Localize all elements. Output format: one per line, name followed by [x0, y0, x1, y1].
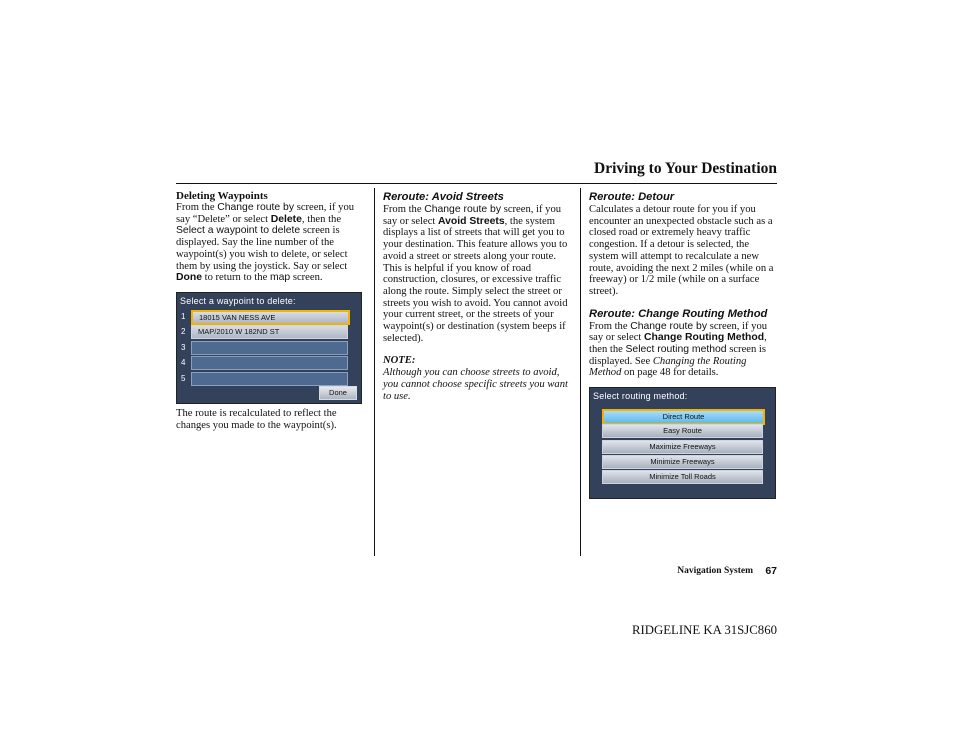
text-run: From the — [589, 320, 631, 332]
text-run: screen, if you say “Delete” or select — [176, 202, 355, 225]
text-run: Select a waypoint to delete — [176, 225, 301, 237]
text-run: Select routing method — [625, 344, 727, 356]
section-heading-avoid-streets: Reroute: Avoid Streets — [383, 191, 504, 203]
text-run: Change route by — [217, 202, 295, 213]
document-code: RIDGELINE KA 31SJC860 — [631, 623, 777, 637]
avoid-streets-paragraph — [383, 204, 573, 344]
waypoint-field[interactable] — [191, 341, 348, 355]
waypoint-field[interactable] — [191, 356, 348, 370]
routing-option-button[interactable]: Minimize Toll Roads — [602, 470, 763, 484]
page-number: 67 — [765, 565, 777, 577]
section-heading-detour: Reroute: Detour — [589, 191, 675, 203]
waypoint-number: 3 — [181, 342, 186, 352]
routing-option-button[interactable]: Easy Route — [602, 424, 763, 438]
text-run: , then the — [301, 213, 342, 225]
text-run: , then the — [589, 332, 767, 356]
deleting-waypoints-paragraph — [176, 202, 366, 284]
text-run: Done — [176, 272, 202, 284]
detour-paragraph: Calculates a detour route for you if you encounter an unexpected obstacle such as a closed road or extremely heavy traffic congestion. If a detour is selected, the system will attempt to recalculate a new route, avoiding the next 2 miles (while on a freeway) or 1/2 mile (while on a surface street). — [589, 204, 774, 297]
section-heading-change-routing-method: Reroute: Change Routing Method — [589, 307, 768, 320]
text-run: Avoid Streets — [438, 215, 505, 227]
text-run: screen is displayed. Say the line number of the waypoint(s) you wish to delete, or select them by using the joystick. Say or select — [176, 225, 348, 272]
page-title: Driving to Your Destination — [594, 160, 777, 177]
waypoint-field[interactable] — [191, 372, 348, 386]
column-2 — [383, 190, 573, 402]
text-run: Change Routing Method — [644, 332, 765, 344]
routing-option-button[interactable]: Direct Route — [602, 409, 765, 425]
screen-title: Select a waypoint to delete: — [180, 295, 296, 306]
text-run: screen. — [290, 272, 323, 284]
text-run: screen, if you say or select — [589, 320, 768, 344]
text-run: on page 48 for details. — [621, 367, 719, 379]
routing-option-button[interactable]: Maximize Freeways — [602, 440, 763, 454]
text-run: Change route by — [630, 320, 708, 332]
note-heading: NOTE: — [383, 355, 416, 367]
title-rule — [176, 183, 777, 184]
screen-title: Select routing method: — [593, 391, 688, 402]
recalculated-note: The route is recalculated to reflect the changes you made to the waypoint(s). — [176, 407, 337, 431]
text-run: Changing the Routing Method — [589, 355, 747, 379]
waypoint-number: 2 — [181, 327, 186, 337]
text-run: screen, if you say or select — [383, 204, 562, 227]
change-routing-paragraph — [589, 321, 777, 380]
waypoint-address: MAP/2010 W 182ND ST — [198, 327, 280, 337]
text-run: screen is displayed. See — [589, 344, 766, 367]
column-3 — [589, 190, 777, 499]
text-run: , the system displays a list of streets that will get you to your destination. This feature allows you to avoid a street or streets along your route. This is helpful if you know of road construction, closures, or excessive traffic along the route. Simply select the street or streets you wish to avoid. You cannot avoid your current street, or the streets of your waypoint(s) or destination (system beeps if selected). — [383, 215, 568, 344]
waypoint-number: 4 — [181, 358, 186, 368]
waypoint-number: 1 — [181, 311, 186, 321]
section-heading-deleting-waypoints: Deleting Waypoints — [176, 190, 268, 202]
text-run: Delete — [270, 213, 302, 225]
waypoint-field[interactable] — [191, 310, 350, 325]
routing-option-button[interactable]: Minimize Freeways — [602, 455, 763, 469]
waypoint-field[interactable] — [191, 325, 348, 339]
waypoint-delete-screen — [176, 292, 362, 404]
column-1 — [176, 190, 366, 431]
routing-method-screen — [589, 387, 776, 499]
column-divider-1 — [374, 188, 375, 556]
done-button[interactable]: Done — [319, 386, 357, 400]
text-run: Change route by — [424, 204, 502, 215]
column-divider-2 — [580, 188, 581, 556]
note-text: Although you can choose streets to avoid, you cannot choose specific streets you want to use. — [383, 367, 568, 402]
waypoint-number: 5 — [181, 373, 186, 383]
footer-label: Navigation System — [677, 566, 753, 576]
text-run: From the — [383, 204, 425, 215]
text-run: map — [269, 272, 291, 284]
waypoint-address: 18015 VAN NESS AVE — [199, 312, 276, 322]
text-run: to return to the — [201, 272, 270, 284]
text-run: From the — [176, 202, 218, 213]
